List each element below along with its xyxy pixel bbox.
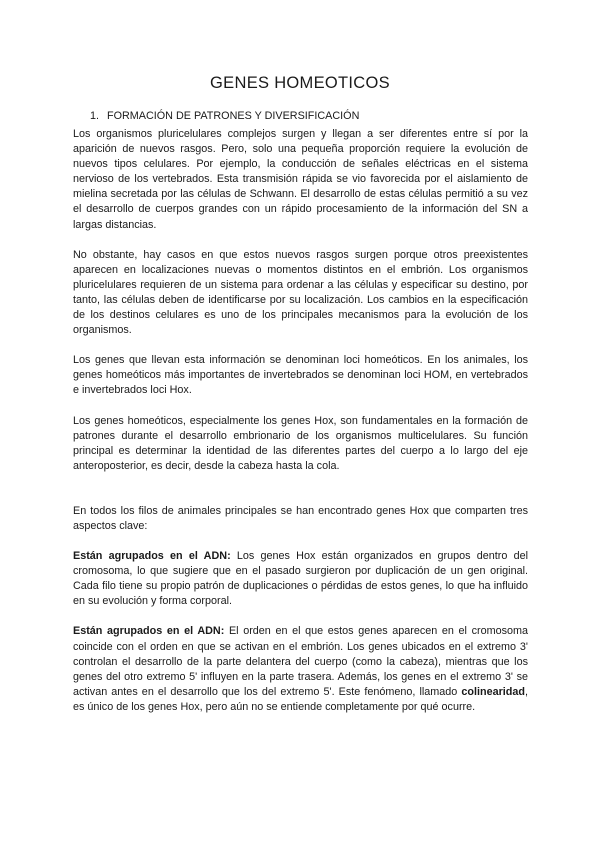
aspect-2-text-after: , es único de los genes Hox, pero aún no se entiende completamente por qué ocurre. [73,685,528,713]
section-heading [90,110,359,122]
paragraph-2: No obstante, hay casos en que estos nuevos rasgos surgen porque otros preexistentes aparecen en localizaciones nuevas o momentos distintos en el embrión. Los organismos pluricelulares requieren de un sistema para ordenar a las células y especificar su destino, por tanto, las células deben de identificarse por su localización. Los cambios en la especificación de los destinos celulares es uno de los principales mecanismos para la evolución de los organismos. [73,248,528,337]
aspect-2-paragraph [73,624,528,715]
paragraph-4: Los genes homeóticos, especialmente los genes Hox, son fundamentales en la formación de patrones durante el desarrollo embrionario de los organismos multicelulares. Su función principal es determinar la identidad de las diferentes partes del cuerpo a lo largo del eje anteroposterior, es decir, desde la cabeza hasta la cola. [73,414,528,472]
aspect-2-bold-term: colinearidad [461,685,525,698]
paragraph-5: En todos los filos de animales principales se han encontrado genes Hox que comparten tres aspectos clave: [73,504,528,532]
section-number: 1. [90,110,100,122]
aspect-1-lead: Están agrupados en el ADN: [73,550,231,563]
aspect-1-text: Los genes Hox están organizados en grupos dentro del cromosoma, lo que sugiere que en el pasado surgieron por duplicación de un gen original. Cada filo tiene su propio patrón de duplicaciones o pérdidas de estos genes, lo que ha influido en su evolución y forma corporal. [73,550,528,608]
aspect-2-lead: Están agrupados en el ADN: [73,625,225,638]
section-heading-text: FORMACIÓN DE PATRONES Y DIVERSIFICACIÓN [107,110,360,122]
aspect-1-paragraph [73,549,528,609]
paragraph-3: Los genes que llevan esta información se denominan loci homeóticos. En los animales, los genes homeóticos más importantes de invertebrados se denominan loci HOM, en vertebrados e invertebrados loci Hox. [73,354,528,397]
page-title: GENES HOMEOTICOS [210,74,390,92]
paragraph-1: Los organismos pluricelulares complejos surgen y llegan a ser diferentes entre sí por la aparición de nuevos rasgos. Pero, solo una pequeña proporción requiere la evolución de nuevos tipos celulares. Por ejemplo, la conducción de señales eléctricas en el sistema nervioso de los vertebrados. Esta transmisión rápida se vio favorecida por el aislamiento de mielina secretada por las células de Schwann. El desarrollo de estas células permitió a su vez el desarrollo de cuerpos grandes con un rápido procesamiento de la información del SN a largas distancias. [73,128,528,231]
document-body [73,127,528,715]
aspect-2-text-before: El orden en el que estos genes aparecen en el cromosoma coincide con el orden en que se activan en el embrión. Los genes ubicados en el extremo 3' controlan el desarrollo de la parte delantera del cuerpo (como la cabeza), mientras que los genes del otro extremo 5' influyen en la parte trasera. Además, los genes en el extremo 3' se activan antes en el desarrollo que los del extremo 5'. Este fenómeno, llamado [73,625,528,698]
